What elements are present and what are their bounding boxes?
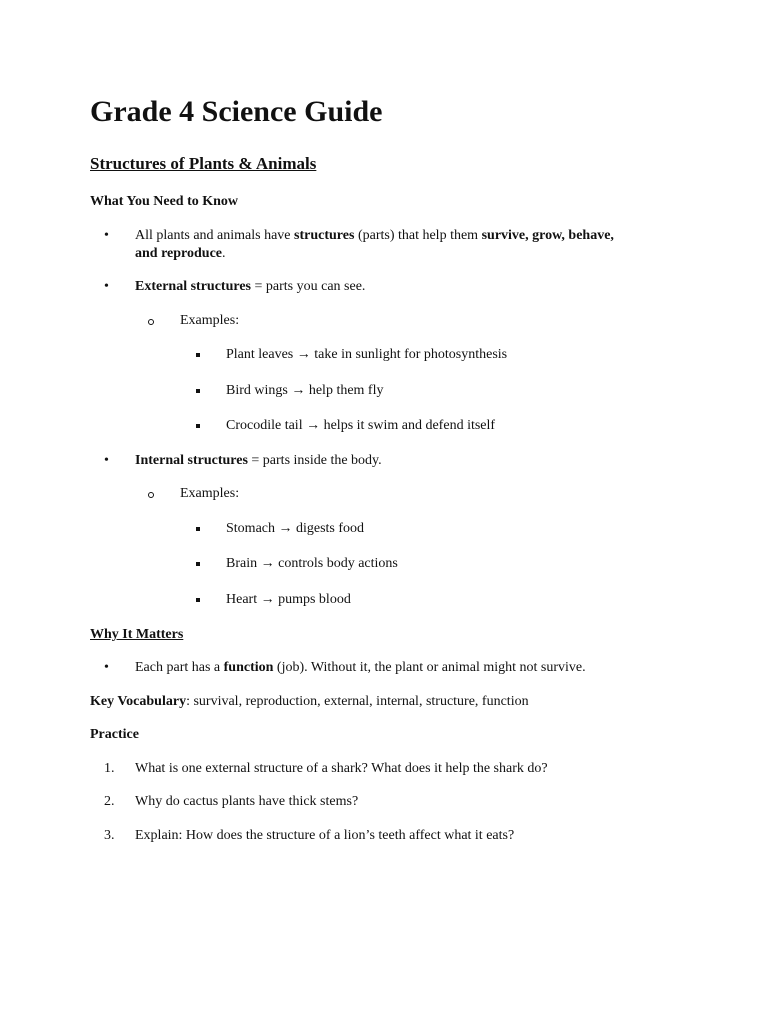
text: (parts) that help them: [354, 228, 482, 243]
text: Each part has a: [135, 660, 224, 675]
square-bullet-icon: [196, 598, 200, 602]
circle-bullet-icon: [148, 492, 154, 498]
circle-bullet-icon: [148, 319, 154, 325]
practice-question: Why do cactus plants have thick stems?: [135, 794, 359, 809]
why-it-matters-heading: Why It Matters: [90, 627, 184, 642]
section-title: Structures of Plants & Animals: [90, 154, 317, 173]
list-item: [135, 278, 365, 296]
square-bullet-icon: [196, 527, 200, 531]
bold-text: External structures: [135, 279, 251, 294]
examples-label: Examples:: [180, 313, 240, 328]
square-bullet-icon: [196, 353, 200, 357]
practice-heading: Practice: [90, 727, 139, 742]
list-item: [135, 452, 382, 470]
text: All plants and animals have: [135, 228, 295, 243]
bold-text: and reproduce: [135, 246, 222, 261]
question-number: 1.: [104, 761, 115, 776]
text: = parts inside the body.: [247, 453, 382, 468]
key-vocabulary-label: Key Vocabulary: [90, 694, 187, 709]
bold-text: Internal structures: [135, 453, 248, 468]
list-item-continuation: [135, 245, 226, 263]
text: = parts you can see.: [251, 279, 366, 294]
square-bullet-icon: [196, 424, 200, 428]
bullet-icon: •: [104, 453, 109, 468]
square-bullet-icon: [196, 562, 200, 566]
bold-text: survive, grow, behave,: [481, 228, 614, 243]
list-item: Bird wings → help them fly: [226, 383, 384, 398]
list-item: [135, 227, 614, 245]
practice-question: Explain: How does the structure of a lion’s teeth affect what it eats?: [135, 828, 515, 843]
text: (job). Without it, the plant or animal might not survive.: [273, 660, 586, 675]
list-item: Heart → pumps blood: [226, 592, 351, 607]
key-vocabulary: [90, 693, 529, 711]
bullet-icon: •: [104, 660, 109, 675]
bullet-icon: •: [104, 279, 109, 294]
list-item: Crocodile tail → helps it swim and defend itself: [226, 418, 496, 433]
square-bullet-icon: [196, 389, 200, 393]
bullet-icon: •: [104, 228, 109, 243]
question-number: 3.: [104, 828, 115, 843]
practice-question: What is one external structure of a shark? What does it help the shark do?: [135, 761, 548, 776]
key-vocabulary-terms: : survival, reproduction, external, internal, structure, function: [186, 694, 529, 709]
page-title: Grade 4 Science Guide: [90, 95, 383, 128]
list-item: [135, 659, 586, 677]
list-item: Stomach → digests food: [226, 521, 365, 536]
bold-text: structures: [294, 228, 355, 243]
need-to-know-heading: What You Need to Know: [90, 194, 239, 209]
examples-label: Examples:: [180, 486, 240, 501]
text: .: [222, 246, 226, 261]
bold-text: function: [223, 660, 274, 675]
question-number: 2.: [104, 794, 115, 809]
list-item: Plant leaves → take in sunlight for photosynthesis: [226, 347, 508, 362]
list-item: Brain → controls body actions: [226, 556, 398, 571]
